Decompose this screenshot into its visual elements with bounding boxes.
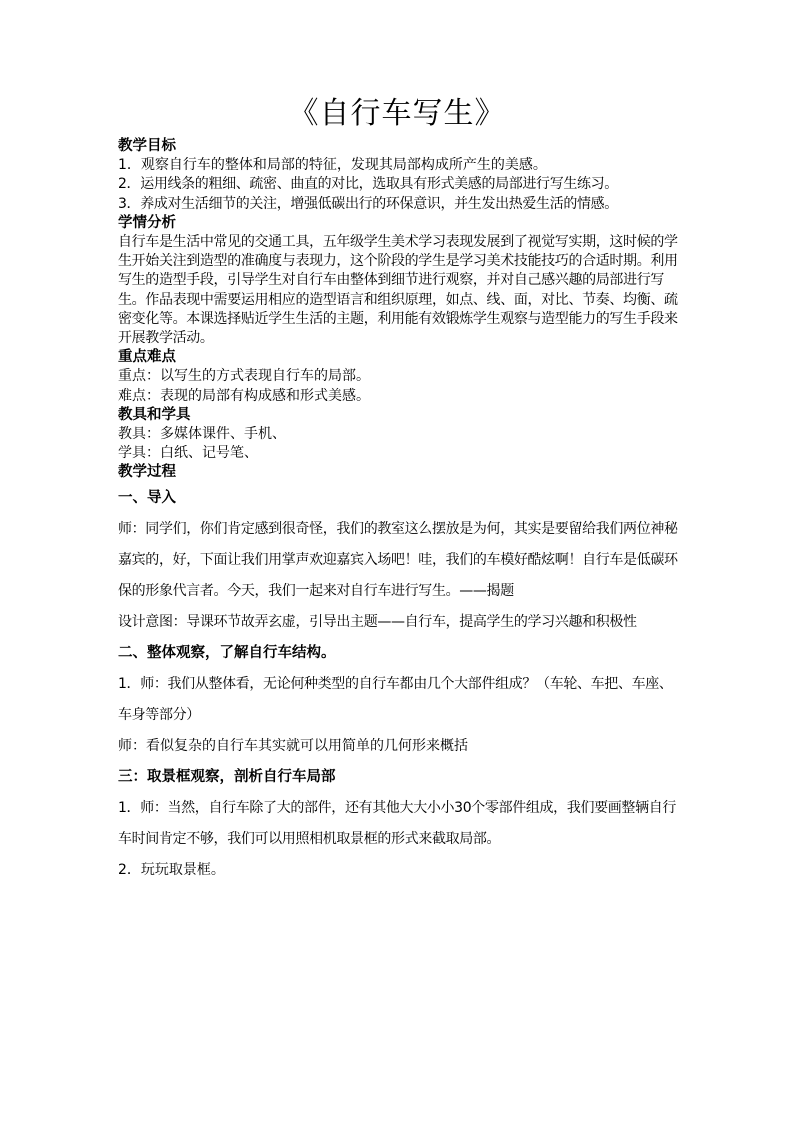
document-title: 《自行车写生》 <box>288 96 506 131</box>
key-point: 重点：以写生的方式表现自行车的局部。 <box>118 368 370 385</box>
tools-heading: 教具和学具 <box>118 406 191 423</box>
keypoints-heading: 重点难点 <box>118 349 176 366</box>
part3-q1: 1．师：当然，自行车除了大的部件，还有其他大大小小30个零部件组成，我们要画整辆自行车时间肯定不够，我们可以用照相机取景框的形式来截取局部。 <box>118 799 677 847</box>
teacher-tools: 教具：多媒体课件、手机、 <box>118 426 286 443</box>
part3-heading: 三：取景框观察，剖析自行车局部 <box>118 768 336 785</box>
analysis-heading: 学情分析 <box>118 214 176 231</box>
analysis-section <box>118 214 680 348</box>
part2-q2: 师：看似复杂的自行车其实就可以用简单的几何形来概括 <box>118 737 468 754</box>
part3-q2: 2．玩玩取景框。 <box>118 861 225 878</box>
tools-section <box>118 406 680 483</box>
process-section <box>118 483 680 886</box>
student-tools: 学具：白纸、记号笔、 <box>118 445 258 462</box>
objectives-heading: 教学目标 <box>118 138 176 154</box>
part2-heading: 二、整体观察，了解自行车结构。 <box>118 644 336 661</box>
part2-q1: 1．师：我们从整体看，无论何种类型的自行车都由几个大部件组成？（车轮、车把、车座、车身等部分） <box>118 675 673 723</box>
document-body <box>118 137 680 886</box>
analysis-text: 自行车是生活中常见的交通工具，五年级学生美术学习表现发展到了视觉写实期，这时候的学生开始关注到造型的准确度与表现力，这个阶段的学生是学习美术技能技巧的合适时期。利用写生的造型手段，引导学生对自行车由整体到细节进行观察，并对自己感兴趣的局部进行写生。作品表现中需要运用相应的造型语言和组织原理，如点、线、面，对比、节奏、均衡、疏密变化等。本课选择贴近学生生活的主题，利用能有效锻炼学生观察与造型能力的写生手段来开展教学活动。 <box>118 234 678 347</box>
difficult-point: 难点：表现的局部有构成感和形式美感。 <box>118 387 370 404</box>
objective-item-2: 2．运用线条的粗细、疏密、曲直的对比，选取具有形式美感的局部进行写生练习。 <box>118 176 618 193</box>
objective-item-3: 3．养成对生活细节的关注，增强低碳出行的环保意识，并生发出热爱生活的情感。 <box>118 195 618 212</box>
objective-item-1: 1．观察自行车的整体和局部的特征，发现其局部构成所产生的美感。 <box>118 157 547 174</box>
part1-text: 师：同学们，你们肯定感到很奇怪，我们的教室这么摆放是为何，其实是要留给我们两位神秘嘉宾的，好，下面让我们用掌声欢迎嘉宾入场吧！哇，我们的车模好酷炫啊！自行车是低碳环保的形象代言者。今天，我们一起来对自行车进行写生。——揭题 <box>118 520 678 599</box>
keypoints-section <box>118 348 680 406</box>
part1-design: 设计意图：导课环节故弄玄虚，引导出主题——自行车，提高学生的学习兴趣和积极性 <box>118 613 637 630</box>
objectives-section <box>118 137 680 214</box>
process-heading: 教学过程 <box>118 464 176 481</box>
part1-heading: 一、导入 <box>118 489 176 506</box>
